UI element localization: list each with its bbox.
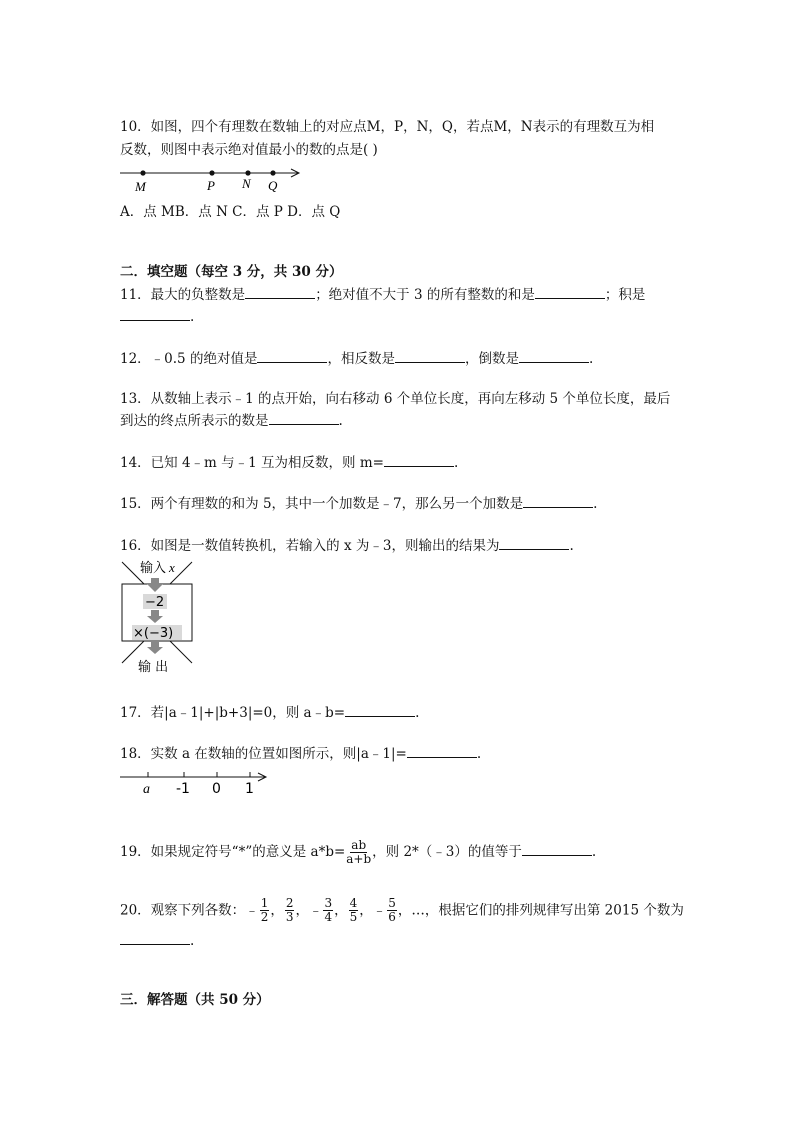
- section2-heading: 二．填空题（每空 3 分，共 30 分）: [120, 264, 343, 280]
- q13-line1: 13．从数轴上表示﹣1 的点开始，向右移动 6 个单位长度，再向左移动 5 个单位长度，最后: [120, 391, 671, 407]
- q14-end: .: [453, 455, 459, 471]
- q10-label-m: M: [135, 179, 146, 194]
- q19-fraction: [346, 839, 371, 866]
- q12-part2: ，相反数是: [327, 351, 395, 367]
- q20-term-den: 6: [388, 910, 396, 924]
- q16-step2: ×(−3): [133, 626, 174, 641]
- q13-end: .: [338, 413, 343, 429]
- q15-text: 15．两个有理数的和为 5，其中一个加数是﹣7，那么另一个加数是: [120, 496, 524, 512]
- q11-part1: 11．最大的负整数是: [120, 287, 246, 303]
- q10-label-n: N: [242, 176, 251, 191]
- q20-sep: ，: [270, 902, 284, 919]
- q20-blank[interactable]: [120, 930, 190, 945]
- q20-term-fraction: [260, 897, 270, 924]
- q20-term-num: 3: [324, 896, 333, 910]
- q11-end: .: [190, 309, 195, 325]
- q20-line1: [120, 894, 684, 927]
- q12-end: .: [588, 351, 594, 367]
- q20-sep: ，: [295, 902, 309, 919]
- q10-label-p: P: [207, 178, 215, 193]
- q16-input-label: 输入: [140, 561, 167, 576]
- q11-part3: ；积是: [604, 287, 646, 303]
- q20-sep: ，: [359, 902, 373, 919]
- q19-part1: 19．如果规定符号“*”的意义是 a*b=: [120, 844, 346, 860]
- q12-part3: ，倒数是: [464, 351, 519, 367]
- q20-term-num: 5: [388, 896, 396, 910]
- q20-prefix: 20．观察下列各数：: [120, 902, 246, 919]
- q20-term-den: 2: [260, 910, 269, 924]
- section3-heading: 三．解答题（共 50 分）: [120, 992, 270, 1008]
- q13-text: 到达的终点所表示的数是: [120, 413, 269, 429]
- q14-text: 14．已知 4﹣m 与﹣1 互为相反数，则 m=: [120, 455, 384, 471]
- q16-text: 16．如图是一数值转换机，若输入的 x 为﹣3，则输出的结果为: [120, 538, 500, 554]
- q20-term-fraction: [387, 897, 397, 924]
- q20-term-num: 1: [260, 896, 269, 910]
- q20-term-num: 4: [349, 896, 358, 910]
- q19-end: .: [591, 844, 597, 860]
- q19-part2: ，则 2*（﹣3）的值等于: [372, 844, 522, 860]
- q16-step1: −2: [145, 595, 165, 610]
- q19-blank[interactable]: [522, 841, 592, 856]
- q20-term-fraction: [285, 897, 295, 924]
- q18-label-0: 0: [212, 781, 221, 797]
- q18-text: 18．实数 a 在数轴的位置如图所示，则|a﹣1|=: [120, 746, 407, 762]
- q16-end: .: [569, 538, 574, 554]
- q18-end: .: [476, 746, 482, 762]
- q20-term-sign: ﹣: [245, 902, 259, 919]
- q20-term-fraction: [349, 897, 359, 924]
- q18-label-neg1: -1: [176, 781, 190, 797]
- q20-suffix: ，…，根据它们的排列规律写出第 2015 个数为: [397, 902, 684, 919]
- q20-term-sign: ﹣: [308, 902, 323, 919]
- q16-output-label: 输 出: [138, 660, 169, 675]
- q15-end: .: [593, 496, 598, 512]
- q20-term-den: 4: [324, 910, 333, 924]
- q10-line1: 10．如图，四个有理数在数轴上的对应点M，P，N，Q，若点M，N表示的有理数互为相: [120, 119, 655, 135]
- q12-part1: 12．﹣0.5 的绝对值是: [120, 351, 258, 367]
- q20-end: .: [190, 933, 195, 949]
- q19: [120, 836, 596, 868]
- q20-term-num: 2: [285, 896, 294, 910]
- q20-term-sign: ﹣: [372, 902, 387, 919]
- q20-term-den: 3: [285, 910, 294, 924]
- q10-label-q: Q: [268, 178, 278, 193]
- q18-label-1: 1: [245, 781, 254, 797]
- q16-input-var: x: [169, 560, 175, 575]
- q19-frac-den: a+b: [346, 852, 372, 866]
- q10-options: A．点 MB．点 N C．点 P D．点 Q: [120, 204, 341, 220]
- q17-end: .: [415, 705, 420, 721]
- q18-label-a: a: [143, 782, 150, 797]
- q20-term-fraction: [323, 897, 333, 924]
- q17-text: 17．若|a﹣1|+|b+3|=0，则 a﹣b=: [120, 705, 346, 721]
- q20-line2: [120, 930, 194, 951]
- q20-sep: ，: [334, 902, 348, 919]
- q19-frac-num: ab: [351, 838, 367, 852]
- q20-term-den: 5: [349, 910, 358, 924]
- q10-line2: 反数，则图中表示绝对值最小的数的点是( ): [120, 142, 378, 158]
- q11-part2: ；绝对值不大于 3 的所有整数的和是: [315, 287, 535, 303]
